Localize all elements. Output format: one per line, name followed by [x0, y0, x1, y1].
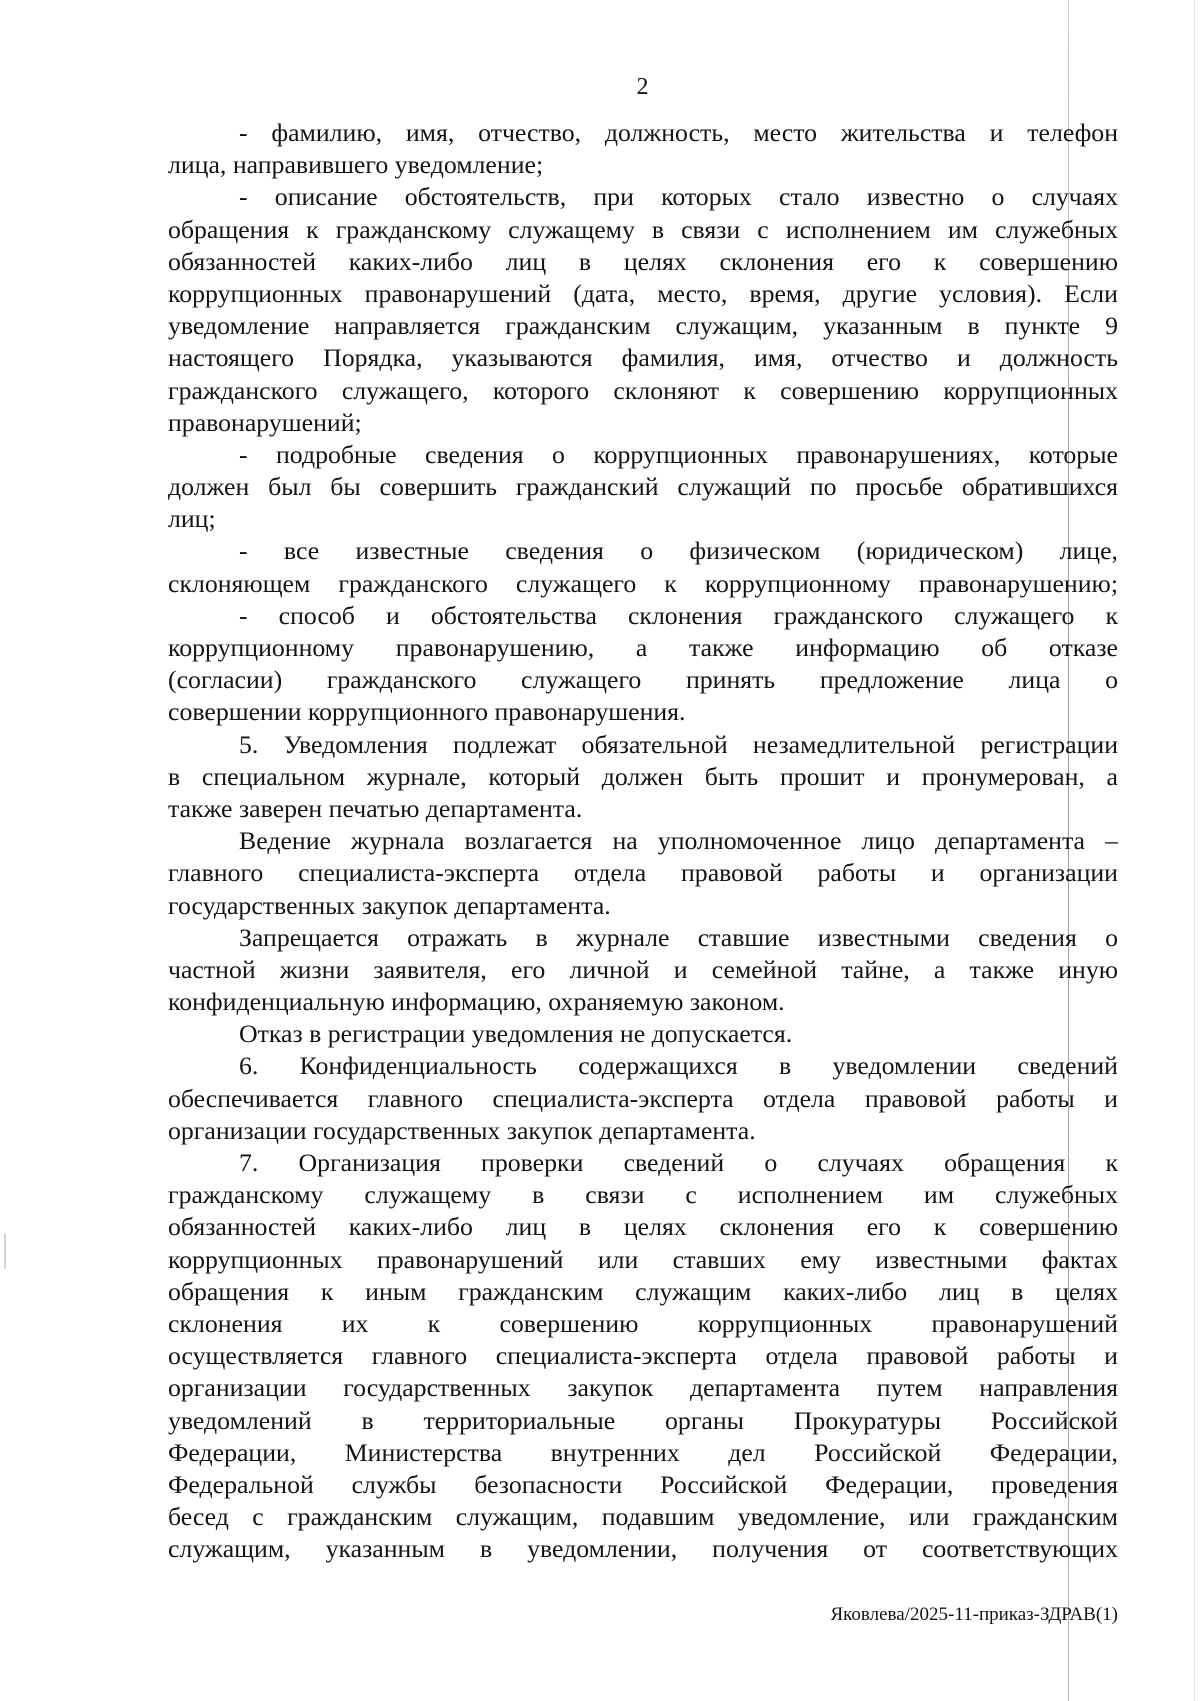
- text-line: Запрещается отражать в журнале ставшие известными сведения о: [239, 922, 1118, 952]
- text-line: - описание обстоятельств, при которых стало известно о случаях: [239, 182, 1118, 212]
- text-line: Федеральной службы безопасности Российской Федерации, проведения: [168, 1469, 1118, 1499]
- scan-edge-line: [1194, 0, 1195, 1701]
- text-line: обязанностей каких-либо лиц в целях склонения его к совершению: [168, 246, 1118, 276]
- text-line: в специальном журнале, который должен быть прошит и пронумерован, а: [168, 761, 1118, 791]
- text-line: (согласии) гражданского служащего принять предложение лица о: [168, 665, 1118, 695]
- text-line: настоящего Порядка, указываются фамилия, имя, отчество и должность: [168, 343, 1118, 373]
- text-line: Ведение журнала возлагается на уполномоченное лицо департамента –: [239, 826, 1118, 856]
- text-line: обращения к иным гражданским служащим каких-либо лиц в целях: [168, 1276, 1118, 1306]
- text-line: правонарушений;: [168, 407, 362, 437]
- text-line: также заверен печатью департамента.: [168, 793, 583, 823]
- text-line: обязанностей каких-либо лиц в целях склонения его к совершению: [168, 1212, 1118, 1242]
- text-line: обращения к гражданскому служащему в связи с исполнением им служебных: [168, 214, 1118, 244]
- text-line: совершении коррупционного правонарушения.: [168, 697, 686, 727]
- page-number: 2: [636, 74, 649, 100]
- text-line: - все известные сведения о физическом (юридическом) лице,: [239, 536, 1118, 566]
- text-line: осуществляется главного специалиста-эксперта отдела правовой работы и: [168, 1341, 1118, 1371]
- text-line: гражданскому служащему в связи с исполнением им служебных: [168, 1180, 1118, 1210]
- text-line: должен был бы совершить гражданский служащий по просьбе обратившихся: [168, 472, 1118, 502]
- text-line: гражданского служащего, которого склоняют к совершению коррупционных: [168, 375, 1118, 405]
- text-line: уведомлений в территориальные органы Прокуратуры Российской: [168, 1405, 1118, 1435]
- text-line: служащим, указанным в уведомлении, получения от соответствующих: [168, 1534, 1118, 1564]
- text-line: 5. Уведомления подлежат обязательной незамедлительной регистрации: [239, 729, 1118, 759]
- text-line: бесед с гражданским служащим, подавшим уведомление, или гражданским: [168, 1502, 1118, 1532]
- text-line: главного специалиста-эксперта отдела правовой работы и организации: [168, 858, 1118, 888]
- text-line: Отказ в регистрации уведомления не допускается.: [239, 1019, 793, 1049]
- text-line: уведомление направляется гражданским служащим, указанным в пункте 9: [168, 311, 1118, 341]
- text-line: государственных закупок департамента.: [168, 890, 611, 920]
- text-line: коррупционных правонарушений (дата, место, время, другие условия). Если: [168, 278, 1118, 308]
- text-line: - способ и обстоятельства склонения гражданского служащего к: [239, 600, 1118, 630]
- text-line: лиц;: [168, 504, 216, 534]
- text-line: 6. Конфиденциальность содержащихся в уведомлении сведений: [239, 1051, 1118, 1081]
- document-body: [168, 117, 1118, 1565]
- text-line: коррупционному правонарушению, а также информацию об отказе: [168, 633, 1118, 662]
- text-line: склоняющем гражданского служащего к коррупционному правонарушению;: [168, 568, 1118, 598]
- text-line: обеспечивается главного специалиста-эксперта отдела правовой работы и: [168, 1083, 1118, 1113]
- text-line: Федерации, Министерства внутренних дел Российской Федерации,: [168, 1437, 1118, 1467]
- text-line: лица, направившего уведомление;: [168, 150, 544, 180]
- text-line: - фамилию, имя, отчество, должность, место жительства и телефон: [239, 118, 1118, 147]
- text-line: частной жизни заявителя, его личной и семейной тайне, а также иную: [168, 954, 1118, 984]
- text-line: организации государственных закупок департамента путем направления: [168, 1373, 1118, 1403]
- text-line: коррупционных правонарушений или ставших ему известными фактах: [168, 1244, 1118, 1274]
- text-line: склонения их к совершению коррупционных правонарушений: [168, 1308, 1118, 1338]
- scan-margin-mark: [4, 1233, 6, 1269]
- footer-file-reference: Яковлева/2025-11-приказ-ЗДРАВ(1): [830, 1604, 1118, 1625]
- text-line: организации государственных закупок департамента.: [168, 1115, 756, 1145]
- text-line: - подробные сведения о коррупционных правонарушениях, которые: [239, 439, 1118, 469]
- text-line: 7. Организация проверки сведений о случаях обращения к: [239, 1148, 1118, 1177]
- text-line: конфиденциальную информацию, охраняемую законом.: [168, 987, 785, 1017]
